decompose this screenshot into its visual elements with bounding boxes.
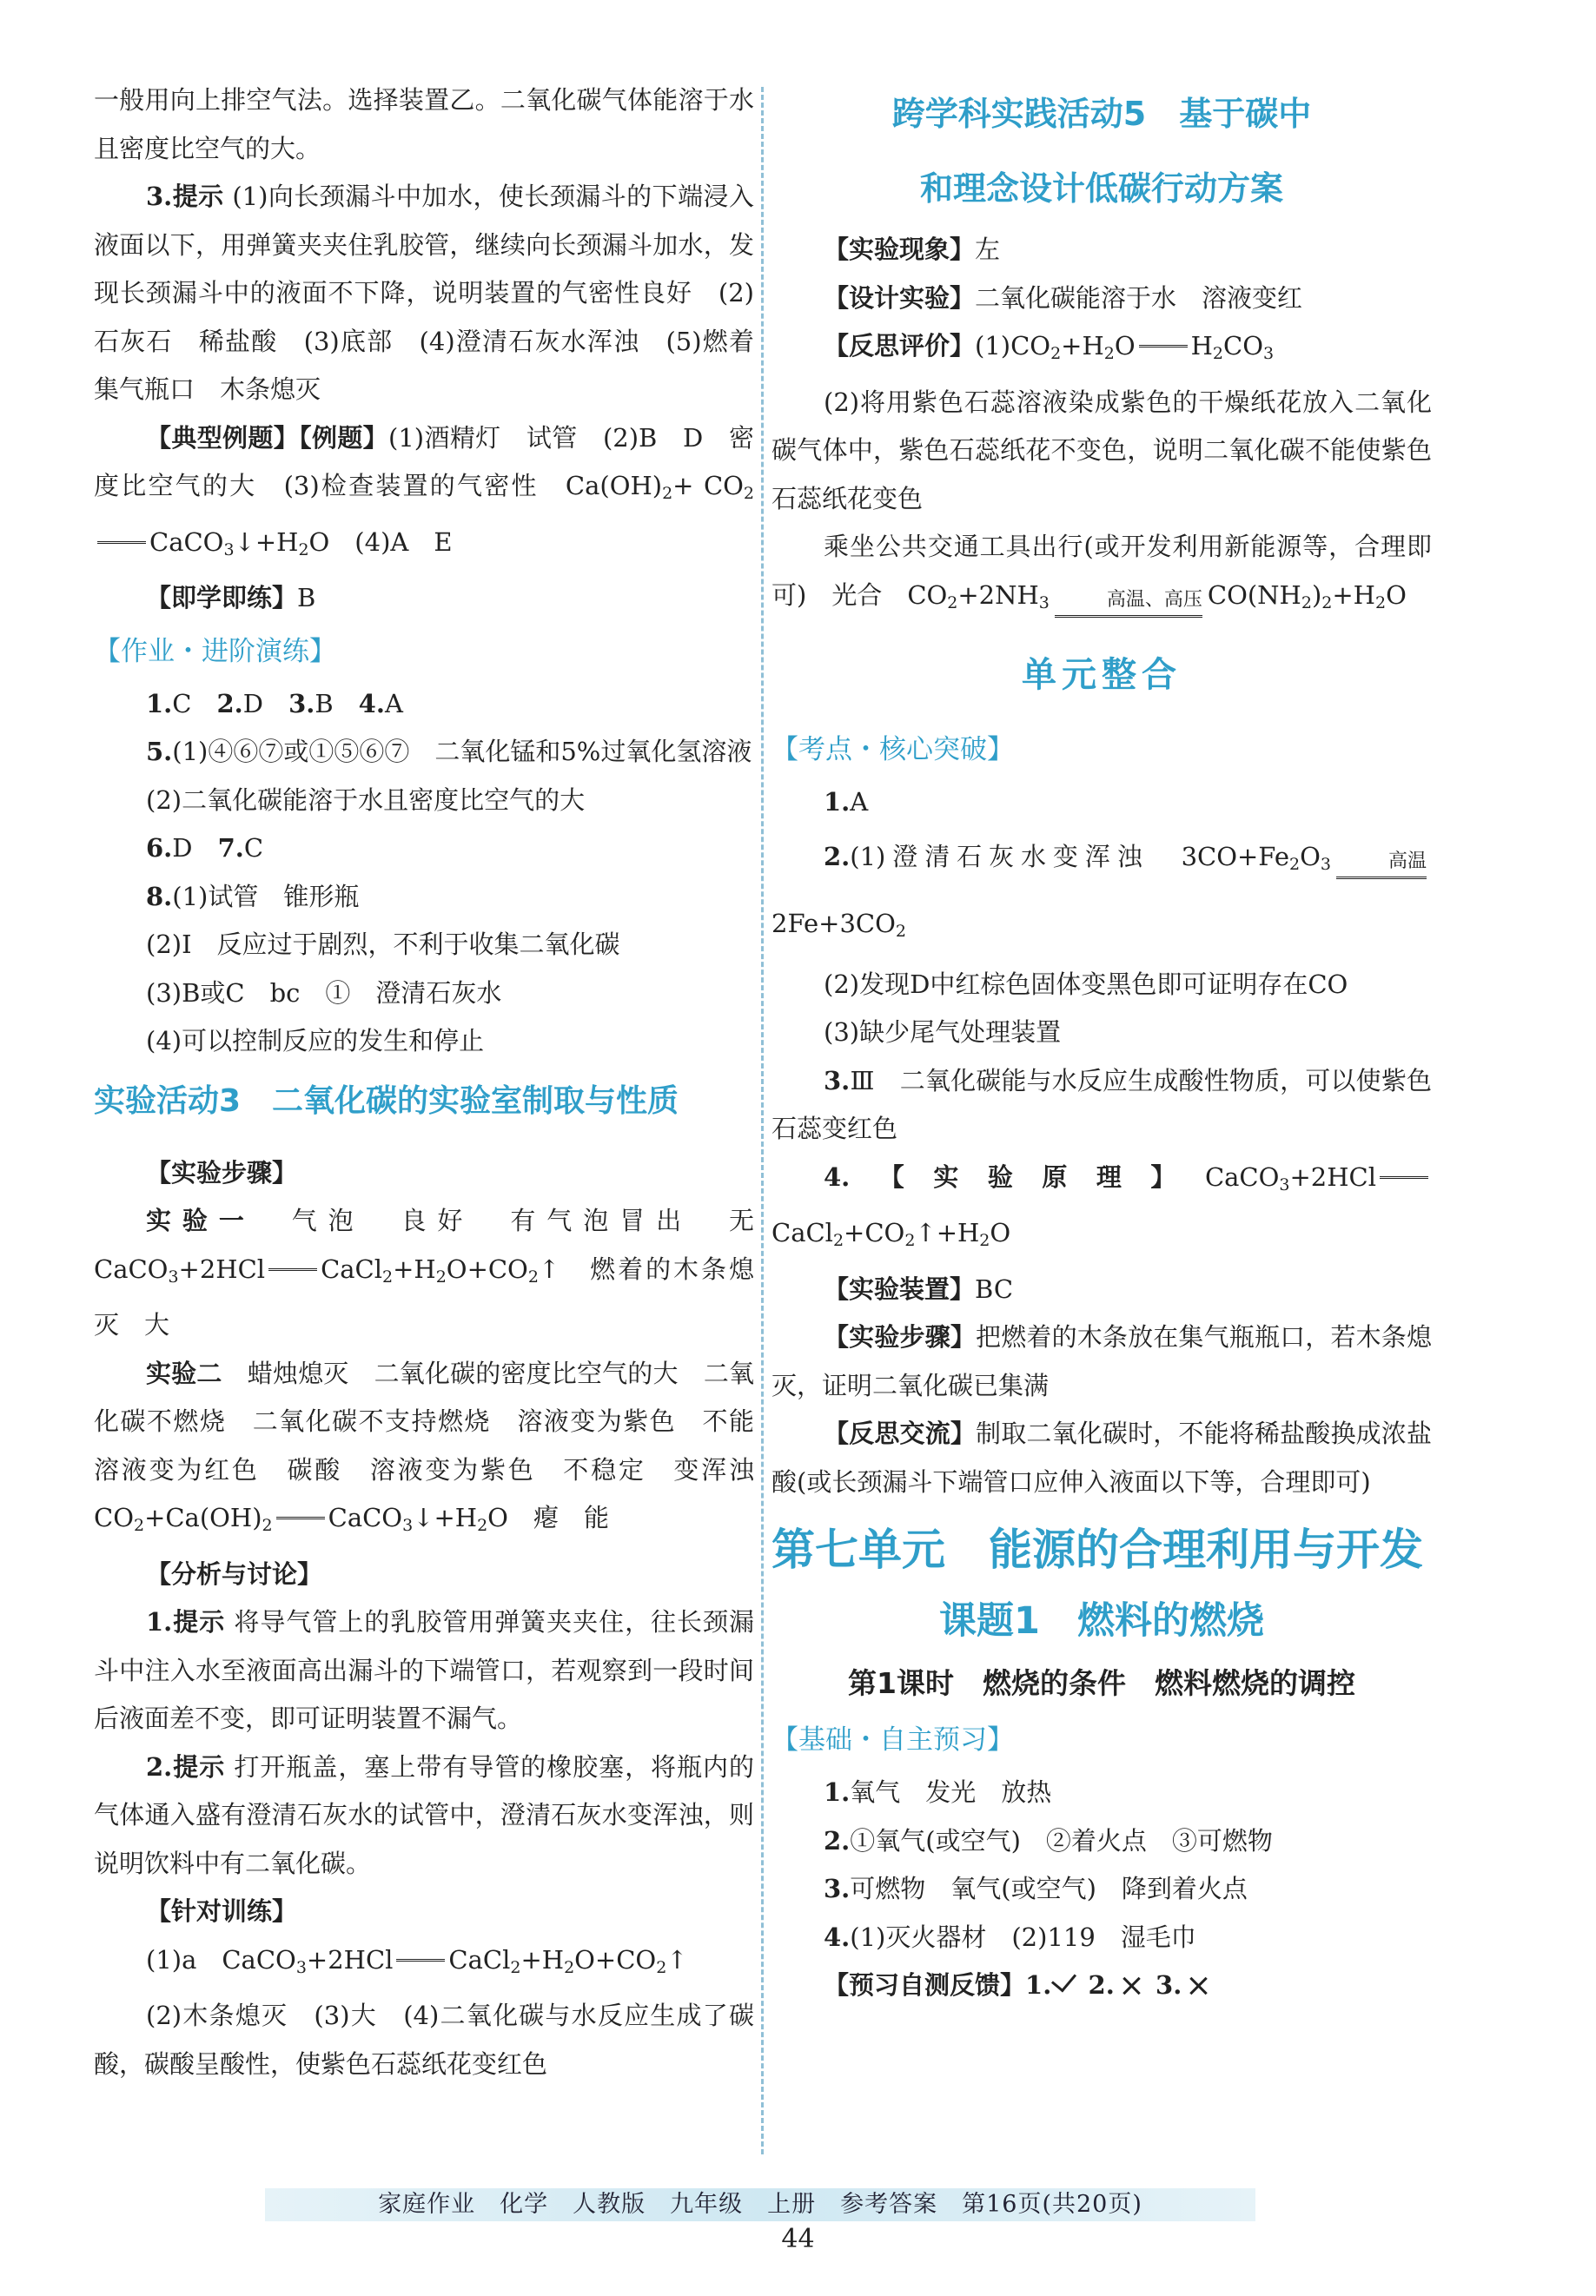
exp2-label: 实验二 [146, 1358, 222, 1388]
analysis-text: 将导气管上的乳胶管用弹簧夹夹住，往长颈漏斗中注入水至液面高出漏斗的下端管口，若观察到一段时间后液面差不变，即可证明装置不漏气。 [94, 1607, 754, 1733]
device-tag: 【实验装置】 [824, 1274, 976, 1304]
equals-sign [396, 1940, 445, 1962]
exp1-text: O+CO [446, 1254, 528, 1284]
analysis-num: 1. [146, 1607, 173, 1637]
reflect-3 [772, 523, 1432, 627]
step-tag: 【实验步骤】 [824, 1322, 977, 1352]
hw-num: 5. [146, 737, 173, 766]
exchange-answer: 制取二氧化碳时，不能将稀盐酸换成浓盐酸(或长颈漏斗下端管口应伸入液面以下等，合理即可) [772, 1419, 1432, 1497]
k-text: Ⅲ 二氧化碳能与水反应生成酸性物质，可以使紫色石蕊变红色 [772, 1065, 1432, 1143]
hw-answer: (1)试管 锥形瓶 [172, 881, 360, 911]
subscript: 3 [223, 539, 235, 559]
reflect-text: O [1114, 331, 1136, 361]
cross-icon [1122, 1976, 1141, 1995]
b-3 [772, 1865, 1432, 1914]
subscript: 2 [1289, 854, 1301, 874]
analysis-label: 提示 [172, 1607, 226, 1637]
example-text-5: ↓+H [234, 526, 299, 557]
b-answer: ①氧气(或空气) ②着火点 ③可燃物 [850, 1825, 1273, 1856]
exchange [772, 1410, 1432, 1506]
b-2 [772, 1817, 1432, 1866]
k-text: ↑+H [915, 1218, 980, 1247]
k-num: 1. [824, 787, 851, 817]
practice-paragraph [94, 574, 754, 623]
example-text-3: CO [703, 471, 744, 500]
subscript: 2 [895, 921, 906, 941]
k-text: O [1300, 841, 1321, 871]
activity-3-title: 实验活动3 二氧化碳的实验室制取与性质 [94, 1082, 679, 1119]
training-2: (2)木条熄灭 (3)大 (4)二氧化碳与水反应生成了碳酸，碳酸呈酸性，使紫色石蕊纸花变红色 [94, 2001, 754, 2079]
self-num: 2. [1088, 1970, 1115, 2000]
hw-8-4: (4)可以控制反应的发生和停止 [146, 1026, 485, 1055]
subscript: 2 [298, 539, 309, 559]
self-num: 3. [1156, 1970, 1182, 2000]
reflect-text: O [1386, 579, 1407, 610]
subscript: 2 [564, 1957, 575, 1977]
device [772, 1266, 1432, 1314]
k-num: 2. [824, 841, 851, 871]
chapter-title: 第七单元 能源的合理利用与开发 [772, 1525, 1423, 1575]
unit-summary-title: 单元整合 [1022, 655, 1182, 695]
self-test-tag: 【预习自测反馈】 [824, 1970, 1026, 2000]
exp1-text: 气泡 良好 有气泡冒出 无 CaCO [94, 1206, 779, 1284]
b-answer: 氧气 发光 放热 [850, 1777, 1052, 1807]
example-text-4: CaCO [149, 526, 224, 557]
example-text-2: + [672, 471, 694, 500]
typical-example-paragraph [94, 414, 754, 575]
intro-paragraph: 一般用向上排空气法。选择装置乙。二氧化碳气体能溶于水且密度比空气的大。 [94, 85, 754, 163]
k-text: CaCO [1204, 1161, 1280, 1192]
page-number: 44 [781, 2224, 815, 2254]
reflect-text: +H [1061, 331, 1104, 361]
practice-tag: 【即学即练】 [146, 583, 298, 612]
self-test [772, 1962, 1432, 2010]
k-text: 2Fe+3CO [772, 908, 896, 938]
subscript: 3 [1262, 344, 1275, 363]
self-num: 1. [1025, 1970, 1052, 2000]
analysis-label: 提示 [172, 1751, 226, 1782]
training-text: O+CO [574, 1944, 657, 1975]
reaction-condition [1336, 850, 1427, 879]
hw-num: 4. [358, 688, 385, 718]
analysis-text: 打开瓶盖，塞上带有导管的橡胶塞，将瓶内的气体通入盛有澄清石灰水的试管中，澄清石灰水变浑浊，则说明饮料中有二氧化碳。 [94, 1751, 754, 1878]
k-text: (1)澄清石灰水变浑浊 3CO+Fe [850, 841, 1290, 871]
hw-num: 1. [146, 688, 173, 718]
subscript: 2 [262, 1516, 273, 1535]
k-text: CaCl [772, 1218, 833, 1247]
subscript: 2 [662, 484, 673, 503]
subscript: 2 [1321, 592, 1333, 612]
phenomenon [772, 226, 1432, 275]
cross-activity-title-1: 跨学科实践活动5 基于碳中 [891, 95, 1312, 133]
phenomenon-answer: 左 [975, 235, 1001, 264]
subscript: 3 [295, 1957, 307, 1977]
b-num: 1. [824, 1777, 851, 1807]
k-2-3: (3)缺少尾气处理装置 [824, 1017, 1062, 1047]
analysis-num: 2. [146, 1751, 173, 1782]
subscript: 2 [477, 1516, 488, 1535]
condition-line [1336, 873, 1427, 879]
q3-number: 3. [146, 182, 173, 211]
b-num: 2. [824, 1825, 851, 1856]
hw-num: 7. [217, 833, 244, 863]
k-text: O [990, 1218, 1011, 1247]
equals-sign [97, 522, 146, 544]
left-column [94, 76, 780, 2088]
subscript: 2 [656, 1957, 667, 1977]
subscript: 2 [904, 1231, 916, 1250]
reflect-text: H [1190, 331, 1213, 361]
homework-heading: 【作业・进阶演练】 [94, 635, 336, 667]
hw-5 [94, 728, 754, 777]
period-title: 第1课时 燃烧的条件 燃料燃烧的调控 [848, 1666, 1355, 1700]
reflect-text: ) [1311, 579, 1322, 610]
q3-paragraph [94, 173, 780, 414]
reflect-text: +2NH [957, 579, 1039, 610]
subscript: 2 [832, 1231, 844, 1250]
exp2-paragraph [94, 1350, 780, 1551]
exp1-text: +2HCl [178, 1254, 266, 1284]
hw-8-2: (2)Ⅰ 反应过于剧烈，不利于收集二氧化碳 [146, 930, 620, 959]
condition-text: 高温 [1387, 850, 1427, 872]
training-text: +H [520, 1944, 565, 1975]
hw-1-4 [94, 680, 754, 729]
step [772, 1313, 1432, 1410]
b-answer: (1)灭火器材 (2)119 湿毛巾 [850, 1922, 1196, 1952]
hw-answer: C [172, 688, 192, 718]
subscript: 2 [510, 1957, 521, 1977]
check-icon [1051, 1966, 1076, 1992]
subscript: 2 [947, 592, 958, 612]
exp2-text: ↓+H [413, 1503, 478, 1532]
typical-tag: 【典型例题】 [146, 422, 300, 453]
hw-num: 3. [288, 688, 315, 718]
q3-label: 提示 [172, 182, 224, 211]
subscript: 3 [168, 1267, 179, 1287]
subscript: 2 [435, 1267, 447, 1287]
reflect-text: CO [1223, 331, 1263, 361]
phenomenon-tag: 【实验现象】 [824, 235, 976, 264]
hw-8-3: (3)B或C bc ① 澄清石灰水 [146, 977, 502, 1008]
basic-heading: 【基础・自主预习】 [772, 1724, 1014, 1756]
hw-num: 6. [146, 833, 173, 863]
equals-sign [268, 1249, 317, 1271]
exchange-tag: 【反思交流】 [824, 1419, 977, 1448]
analysis-tag: 【分析与讨论】 [146, 1558, 323, 1589]
exp1-text: CaCl [321, 1254, 383, 1284]
condition-line [1055, 612, 1202, 618]
hw-num: 2. [216, 688, 243, 718]
design-tag: 【设计实验】 [824, 282, 976, 313]
exp2-text: CaCO [328, 1503, 403, 1532]
training-text: +2HCl [306, 1944, 394, 1975]
design-answer: 二氧化碳能溶于水 溶液变红 [975, 282, 1303, 313]
hw-answer: C [243, 833, 264, 863]
k-4 [772, 1154, 1432, 1266]
subscript: 3 [1320, 854, 1331, 874]
hw-8-1 [94, 873, 754, 922]
k-num: 4. [824, 1161, 851, 1192]
reflect-1 [772, 322, 1432, 379]
subscript: 3 [1279, 1174, 1290, 1194]
subscript: 2 [979, 1231, 990, 1250]
k-2 [772, 827, 1432, 961]
analysis-1 [94, 1598, 754, 1744]
exp2-text: 蜡烛熄灭 二氧化碳的密度比空气的大 二氧化碳不燃烧 二氧化碳不支持燃烧 溶液变为紫色 不能 溶液变为红色 碳酸 溶液变为紫色 不稳定 变浑浊 CO [94, 1358, 780, 1532]
hw-6-7 [94, 824, 754, 873]
exp2-text: O 瘪 能 [487, 1503, 609, 1532]
k-text: +2HCl [1289, 1161, 1376, 1192]
subscript: 2 [1374, 592, 1387, 612]
condition-text: 高温、高压 [1106, 588, 1202, 611]
q3-text: (1)向长颈漏斗中加水，使长颈漏斗的下端浸入液面以下，用弹簧夹夹住乳胶管，继续向长颈漏斗加水，发现长颈漏斗中的液面不下降，说明装置的气密性良好 (2)石灰石 稀盐酸 (3)底部 (4)澄清石灰水浑浊 (5)燃着 集气瓶口 木条熄灭 [94, 182, 780, 404]
b-4 [772, 1914, 1432, 1962]
example-text: (1)酒精灯 试管 (2)B D 密度比空气的大 (3)检查装置的气密性 Ca(OH) [94, 422, 754, 500]
subscript: 2 [1301, 592, 1312, 612]
reflect-text: 乘坐公共交通工具出行(或开发利用新能源等，合理即可) 光合 CO [772, 532, 1432, 610]
k-3 [772, 1057, 1432, 1154]
reflect-tag: 【反思评价】 [824, 331, 976, 361]
subscript: 2 [1212, 344, 1224, 363]
b-num: 3. [824, 1874, 851, 1903]
footer-bar: 家庭作业 化学 人教版 九年级 上册 参考答案 第16页(共20页) [265, 2188, 1255, 2221]
design [772, 275, 1432, 323]
exp1-label: 实验一 [146, 1206, 255, 1235]
cross-activity-title-2: 和理念设计低碳行动方案 [919, 169, 1283, 208]
core-heading: 【考点・核心突破】 [772, 734, 1014, 765]
practice-answer: B [297, 583, 316, 612]
hw-num: 8. [146, 881, 173, 911]
exp1-paragraph [94, 1197, 779, 1350]
b-num: 4. [824, 1922, 851, 1952]
hw-5-2: (2)二氧化碳能溶于水且密度比空气的大 [146, 784, 586, 815]
reflect-text: (1)CO [975, 331, 1051, 361]
subscript: 3 [402, 1516, 414, 1535]
reflect-text: CO(NH [1207, 579, 1301, 610]
device-answer: BC [975, 1274, 1014, 1304]
hw-answer: (1)④⑥⑦或①⑤⑥⑦ 二氧化锰和5%过氧化氢溶液 [172, 737, 752, 766]
k-answer: A [850, 787, 869, 817]
exp1-text: ↑ 燃着的木条熄灭 大 [94, 1254, 754, 1340]
subscript: 2 [1050, 344, 1062, 363]
k-2-2: (2)发现D中红棕色固体变黑色即可证明存在CO [824, 969, 1348, 999]
example-tag: 【例题】 [299, 422, 389, 453]
subscript: 2 [1103, 344, 1115, 363]
cross-icon [1189, 1976, 1208, 1995]
right-column [772, 76, 1432, 2010]
k4-tag: 【实验原理】 [850, 1161, 1205, 1192]
training-1 [94, 1936, 754, 1993]
k-1 [772, 778, 1432, 827]
hw-answer: A [384, 688, 403, 718]
column-divider [761, 87, 764, 2154]
analysis-2 [94, 1744, 754, 1889]
k-num: 3. [824, 1065, 851, 1095]
subscript: 2 [743, 484, 754, 503]
equals-sign [1139, 326, 1188, 347]
exp1-text: +H [393, 1254, 436, 1284]
subscript: 2 [133, 1516, 145, 1535]
steps-tag: 【实验步骤】 [146, 1157, 298, 1188]
subscript: 2 [382, 1267, 394, 1287]
example-text-6: O (4)A E [308, 526, 453, 557]
hw-answer: B [315, 688, 334, 718]
hw-answer: D [172, 833, 193, 863]
training-text: ↑ [666, 1944, 688, 1975]
reflect-text: +H [1332, 579, 1375, 610]
subscript: 2 [527, 1267, 539, 1287]
training-text: CaCl [448, 1944, 511, 1975]
b-1 [772, 1769, 1432, 1817]
training-tag: 【针对训练】 [146, 1896, 298, 1926]
lesson-title: 课题1 燃料的燃烧 [939, 1599, 1264, 1643]
hw-answer: D [242, 688, 264, 718]
equals-sign [276, 1498, 325, 1519]
exp2-text: +Ca(OH) [144, 1503, 262, 1532]
equals-sign [1380, 1157, 1428, 1179]
subscript: 3 [1038, 592, 1050, 612]
step-answer: 把燃着的木条放在集气瓶瓶口，若木条熄灭，证明二氧化碳已集满 [772, 1322, 1432, 1400]
reflect-2: (2)将用紫色石蕊溶液染成紫色的干燥纸花放入二氧化碳气体中，紫色石蕊纸花不变色，说明二氧化碳不能使紫色石蕊纸花变色 [772, 387, 1432, 513]
reaction-condition [1055, 589, 1202, 618]
training-text: (1)a CaCO [146, 1944, 296, 1975]
b-answer: 可燃物 氧气(或空气) 降到着火点 [850, 1874, 1248, 1903]
k-text: +CO [844, 1218, 905, 1247]
